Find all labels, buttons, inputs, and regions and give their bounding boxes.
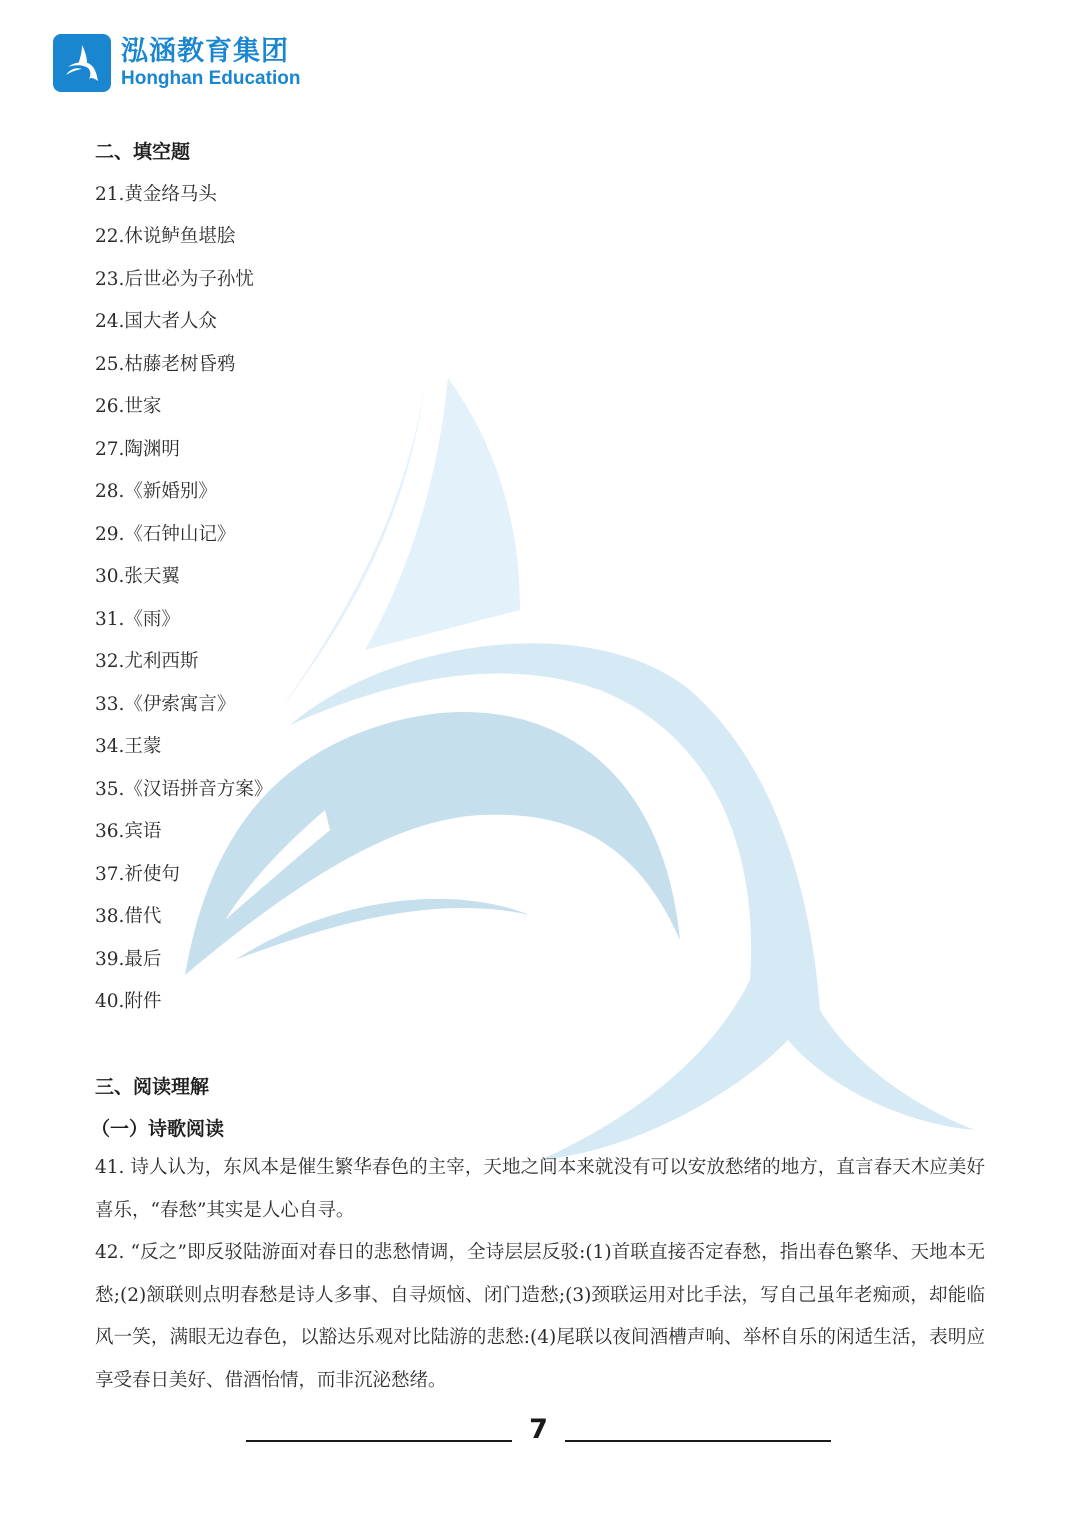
subsection-title-poetry: （一）诗歌阅读 xyxy=(91,1118,225,1140)
footer-divider-right xyxy=(565,1440,831,1442)
brand-logo xyxy=(53,34,300,92)
answer-item: 21.黄金络马头 xyxy=(95,184,217,205)
answer-item: 35.《汉语拼音方案》 xyxy=(95,779,273,800)
page-number: 7 xyxy=(529,1414,548,1445)
section-title-reading: 三、阅读理解 xyxy=(95,1076,210,1098)
answer-item: 37.祈使句 xyxy=(95,864,180,885)
shark-fin-watermark-icon xyxy=(170,360,990,1160)
answer-item: 29.《石钟山记》 xyxy=(95,524,236,545)
shark-fin-icon xyxy=(53,34,111,92)
brand-name-en: Honghan Education xyxy=(121,68,301,89)
answer-item: 28.《新婚别》 xyxy=(95,481,217,502)
answer-item: 30.张天翼 xyxy=(95,566,180,587)
answer-item: 22.休说鲈鱼堪脍 xyxy=(95,226,236,247)
answer-item: 36.宾语 xyxy=(95,821,162,842)
page-footer xyxy=(246,1414,831,1448)
brand-name-cn: 泓涵教育集团 xyxy=(121,36,289,67)
answer-item: 26.世家 xyxy=(95,396,162,417)
answer-item: 27.陶渊明 xyxy=(95,439,180,460)
answer-item: 33.《伊索寓言》 xyxy=(95,694,236,715)
section-title-fill-blank: 二、填空题 xyxy=(95,141,191,163)
answer-item: 23.后世必为子孙忧 xyxy=(95,269,254,290)
answer-paragraph-42: 42. “反之”即反驳陆游面对春日的悲愁情调，全诗层层反驳:(1)首联直接否定春愁，指出春色繁华、天地本无愁;(2)颔联则点明春愁是诗人多事、自寻烦恼、闭门造愁;(3)颈联运用对比手法，写自己虽年老痴顽，却能临风一笑，满眼无边春色，以豁达乐观对比陆游的悲愁:(4)尾联以夜间酒槽声响、举杯自乐的闲适生活，表明应享受春日美好、借酒怡情，而非沉泌愁绪。 xyxy=(95,1242,985,1391)
footer-divider-left xyxy=(246,1440,512,1442)
answer-paragraph-41: 41. 诗人认为，东风本是催生繁华春色的主宰，天地之间本来就没有可以安放愁绪的地方，直言春天木应美好喜乐，“春愁”其实是人心自寻。 xyxy=(95,1157,985,1221)
answer-item: 40.附件 xyxy=(95,991,162,1012)
answer-item: 32.尤利西斯 xyxy=(95,651,199,672)
answer-item: 38.借代 xyxy=(95,906,162,927)
answer-item: 39.最后 xyxy=(95,949,162,970)
answer-item: 34.王蒙 xyxy=(95,736,162,757)
answer-item: 25.枯藤老树昏鸦 xyxy=(95,354,236,375)
answer-item: 24.国大者人众 xyxy=(95,311,217,332)
answer-item: 31.《雨》 xyxy=(95,609,180,630)
